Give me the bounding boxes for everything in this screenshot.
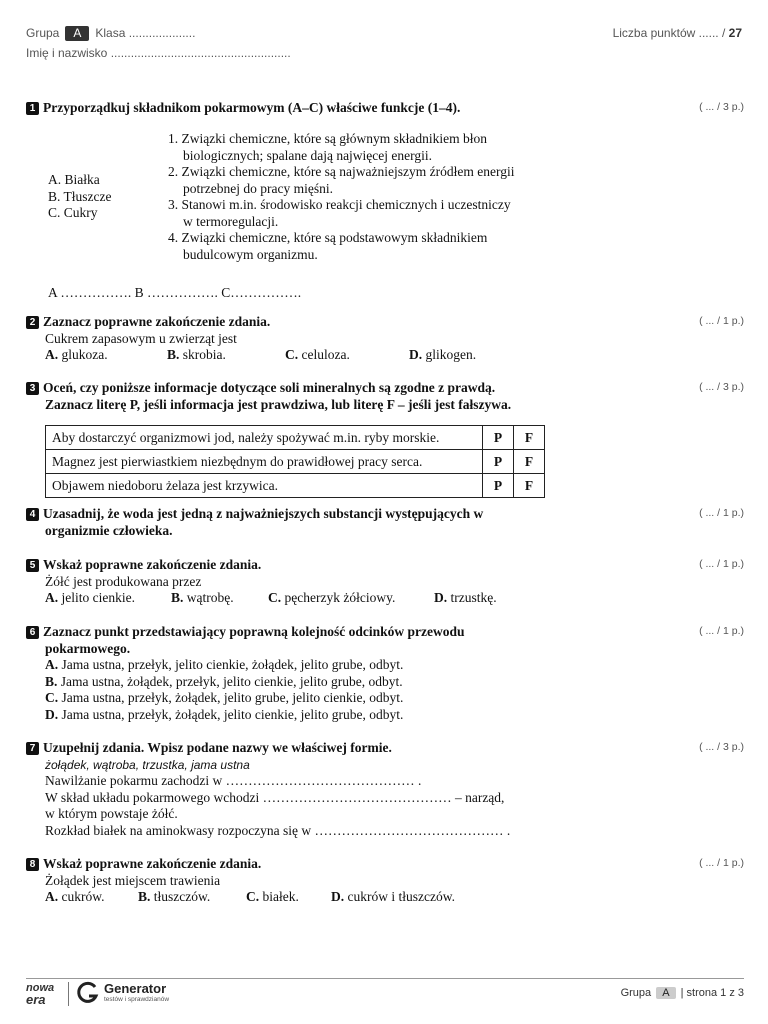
- options-row: [26, 889, 742, 906]
- statement-cell: Magnez jest pierwiastkiem niezbędnym do prawidłowej pracy serca.: [46, 450, 483, 474]
- option-d[interactable]: D. glikogen.: [409, 347, 477, 362]
- list-item: B. Tłuszcze: [48, 188, 112, 204]
- question-title: Wskaż poprawne zakończenie zdania.: [43, 557, 262, 572]
- list-item: A. Białka: [48, 172, 100, 187]
- list-item: biologicznych; spalane dają najwięcej energii.: [183, 147, 433, 163]
- question-2: [26, 314, 742, 364]
- generator-logo-icon: [76, 981, 100, 1010]
- list-item: C. Cukry: [48, 205, 98, 220]
- question-number: 1: [26, 102, 39, 115]
- question-7-points: ( ... / 3 p.): [699, 741, 744, 753]
- options-row: [26, 590, 742, 607]
- question-1-points: ( ... / 3 p.): [699, 101, 744, 113]
- header-group-line: [26, 26, 195, 41]
- list-item: budulcowym organizmu.: [183, 246, 318, 262]
- question-6-points: ( ... / 1 p.): [699, 625, 744, 637]
- question-title: Oceń, czy poniższe informacje dotyczące soli mineralnych są zgodne z prawdą.: [43, 380, 496, 395]
- option-c[interactable]: C. białek.: [246, 889, 299, 904]
- group-badge: A: [65, 26, 89, 41]
- question-number: 5: [26, 559, 39, 572]
- question-number: 7: [26, 742, 39, 755]
- question-title: Uzasadnij, że woda jest jedną z najważniejszych substancji występujących w: [43, 506, 484, 521]
- option-d[interactable]: D. cukrów i tłuszczów.: [331, 889, 455, 904]
- question-4-points: ( ... / 1 p.): [699, 507, 744, 519]
- list-item: w termoregulacji.: [183, 213, 279, 229]
- option-c[interactable]: C. Jama ustna, przełyk, żołądek, jelito grube, jelito cienkie, odbyt.: [45, 690, 404, 705]
- option-a[interactable]: A. cukrów.: [45, 889, 105, 904]
- footer-group-badge: A: [656, 987, 675, 999]
- option-b[interactable]: B. skrobia.: [167, 347, 226, 362]
- option-c[interactable]: C. celuloza.: [285, 347, 350, 362]
- list-item: 4. Związki chemiczne, które są podstawowym składnikiem: [168, 230, 488, 245]
- table-row: [46, 426, 545, 450]
- list-item: 2. Związki chemiczne, które są najważniejszym źródłem energii: [168, 164, 515, 179]
- false-cell[interactable]: F: [514, 474, 545, 498]
- question-number: 3: [26, 382, 39, 395]
- q1-left-list: [48, 172, 158, 222]
- option-a[interactable]: A. Jama ustna, przełyk, jelito cienkie, żołądek, jelito grube, odbyt.: [45, 657, 404, 672]
- nowa-era-logo: nowa era: [26, 982, 55, 1007]
- option-d[interactable]: D. Jama ustna, przełyk, żołądek, jelito cienkie, jelito grube, odbyt.: [45, 706, 404, 722]
- true-cell[interactable]: P: [483, 450, 514, 474]
- list-item: 1. Związki chemiczne, które są głównym składnikiem błon: [168, 131, 488, 146]
- question-stem: Żółć jest produkowana przez: [45, 573, 202, 589]
- question-stem: Cukrem zapasowym u zwierząt jest: [45, 330, 237, 346]
- question-number: 4: [26, 508, 39, 521]
- option-d[interactable]: D. trzustkę.: [434, 590, 497, 605]
- statement-cell: Aby dostarczyć organizmowi jod, należy spożywać m.in. ryby morskie.: [46, 426, 483, 450]
- logo-divider: [68, 982, 69, 1006]
- question-title: Zaznacz poprawne zakończenie zdania.: [43, 314, 271, 329]
- table-row: [46, 450, 545, 474]
- list-item: 3. Stanowi m.in. środowisko reakcji chemicznych i uczestniczy: [168, 197, 511, 212]
- question-5-points: ( ... / 1 p.): [699, 558, 744, 570]
- question-8: [26, 856, 742, 906]
- question-1: [26, 100, 742, 117]
- fill-line-2[interactable]: W skład układu pokarmowego wchodzi …………………………………… – narząd,: [45, 789, 505, 805]
- option-a[interactable]: A. glukoza.: [45, 347, 108, 362]
- class-field: Klasa ....................: [95, 26, 196, 40]
- true-false-table: [45, 425, 545, 498]
- question-number: 2: [26, 316, 39, 329]
- question-title-line2: pokarmowego.: [45, 640, 131, 656]
- options-row: [26, 347, 742, 364]
- question-3-points: ( ... / 3 p.): [699, 381, 744, 393]
- question-title: Uzupełnij zdania. Wpisz podane nazwy we właściwej formie.: [43, 740, 392, 755]
- fill-line-2-cont: w którym powstaje żółć.: [45, 806, 178, 821]
- table-row: [46, 474, 545, 498]
- list-item: potrzebnej do pracy mięśni.: [183, 180, 333, 196]
- true-cell[interactable]: P: [483, 474, 514, 498]
- fill-line-1[interactable]: Nawilżanie pokarmu zachodzi w …………………………………… .: [45, 773, 422, 788]
- footer-divider: [26, 978, 744, 979]
- question-number: 8: [26, 858, 39, 871]
- points-summary: [613, 26, 742, 40]
- generator-logo: Generator testów i sprawdzianów: [104, 981, 170, 1003]
- false-cell[interactable]: F: [514, 426, 545, 450]
- footer-page-info: [621, 987, 744, 999]
- name-field: Imię i nazwisko ......................................................: [26, 46, 291, 60]
- option-b[interactable]: B. tłuszczów.: [138, 889, 211, 904]
- question-number: 6: [26, 626, 39, 639]
- question-2-points: ( ... / 1 p.): [699, 315, 744, 327]
- true-cell[interactable]: P: [483, 426, 514, 450]
- q1-answer-line[interactable]: A ……………. B ……………. C…………….: [48, 285, 302, 300]
- word-bank: żołądek, wątroba, trzustka, jama ustna: [45, 757, 250, 772]
- points-label: Liczba punktów ...... /: [612, 26, 726, 40]
- question-4: [26, 506, 742, 539]
- group-label: Grupa: [26, 26, 60, 40]
- footer-group-label: Grupa: [620, 987, 652, 999]
- fill-line-3[interactable]: Rozkład białek na aminokwasy rozpoczyna się w …………………………………… .: [45, 822, 511, 838]
- statement-cell: Objawem niedoboru żelaza jest krzywica.: [46, 474, 483, 498]
- question-title: Przyporządkuj składnikom pokarmowym (A–C) właściwe funkcje (1–4).: [43, 100, 461, 115]
- question-6: [26, 624, 742, 723]
- q1-right-list: [168, 131, 568, 263]
- option-b[interactable]: B. Jama ustna, żołądek, przełyk, jelito cienkie, jelito grube, odbyt.: [45, 673, 403, 689]
- question-title-line2: Zaznacz literę P, jeśli informacja jest prawdziwa, lub literę F – jeśli jest fałszywa.: [45, 396, 512, 412]
- question-title: Wskaż poprawne zakończenie zdania.: [43, 856, 262, 871]
- question-3: [26, 380, 742, 413]
- points-total: 27: [728, 26, 742, 40]
- page-number: | strona 1 z 3: [680, 987, 744, 999]
- question-stem: Żołądek jest miejscem trawienia: [45, 872, 221, 888]
- question-title-line2: organizmie człowieka.: [45, 522, 173, 538]
- question-title: Zaznacz punkt przedstawiający poprawną kolejność odcinków przewodu: [43, 624, 465, 639]
- option-a[interactable]: A. jelito cienkie.: [45, 590, 135, 605]
- false-cell[interactable]: F: [514, 450, 545, 474]
- option-b[interactable]: B. wątrobę.: [171, 590, 234, 605]
- option-c[interactable]: C. pęcherzyk żółciowy.: [268, 590, 396, 605]
- question-7: [26, 740, 742, 839]
- question-8-points: ( ... / 1 p.): [699, 857, 744, 869]
- question-5: [26, 557, 742, 607]
